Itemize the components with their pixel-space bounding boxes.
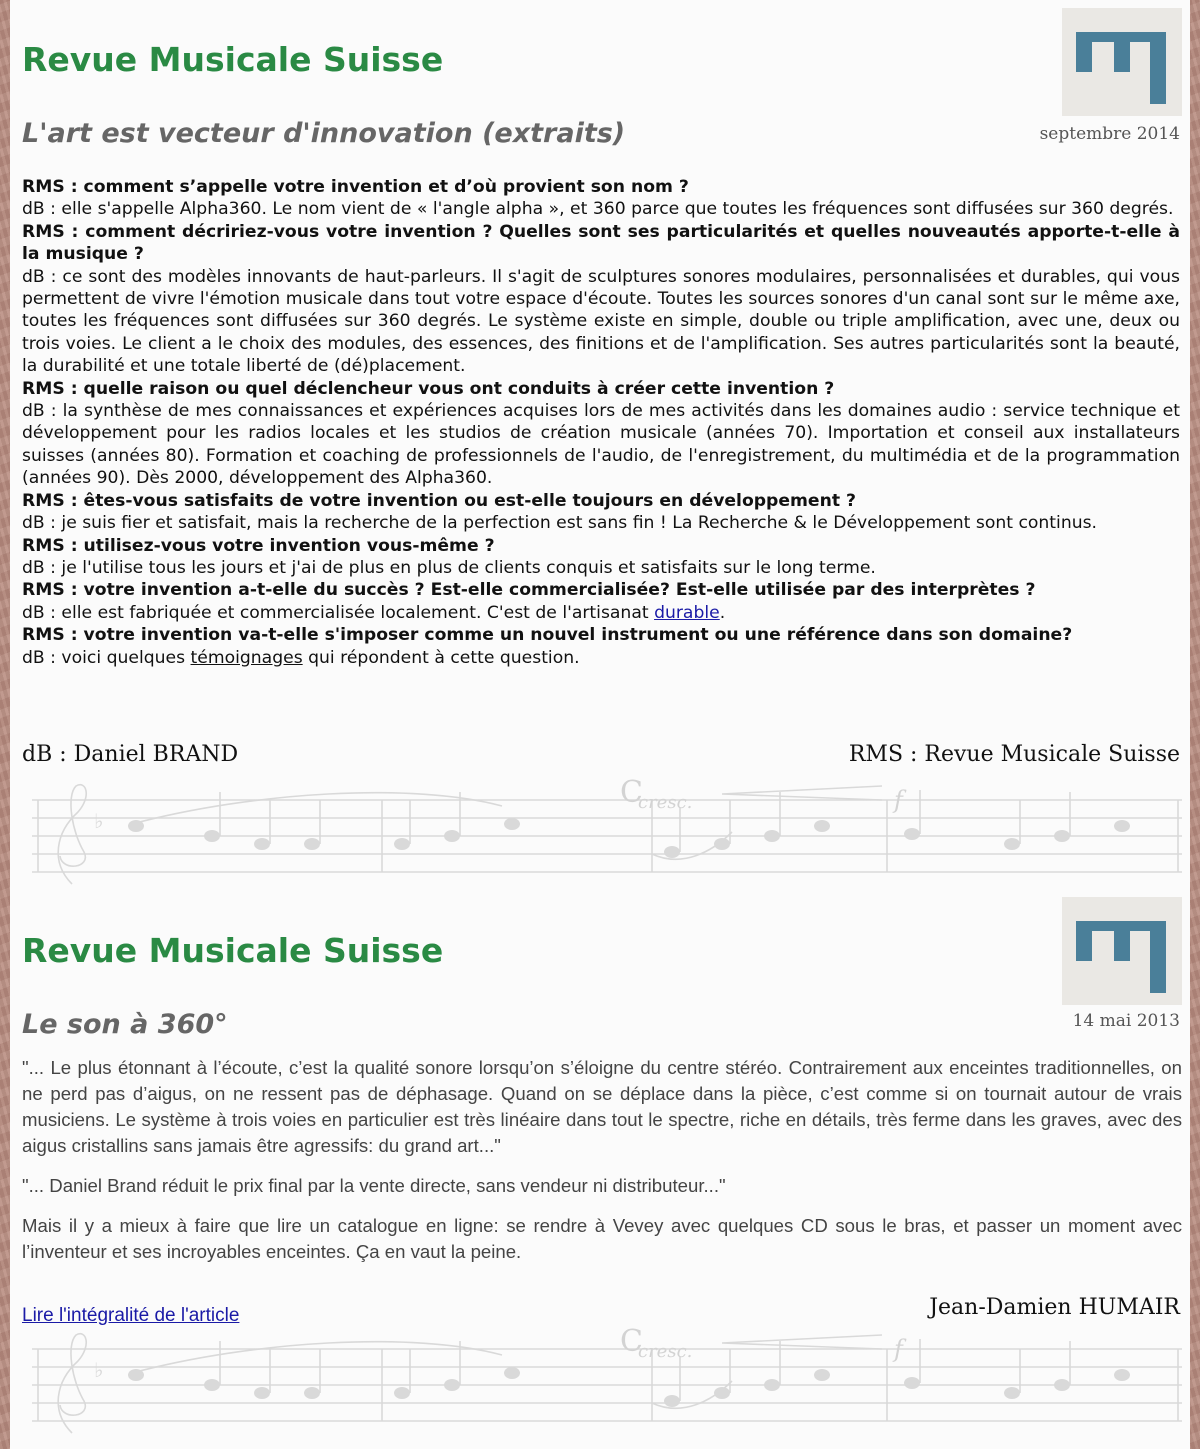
read-full-article-link[interactable]: Lire l'intégralité de l'article — [22, 1305, 240, 1326]
answer-text: qui répondent à cette question. — [302, 647, 580, 668]
interview-question: RMS : quelle raison ou quel déclencheur vous ont conduits à créer cette invention ? — [22, 378, 835, 399]
crescendo-marking: cresc. — [638, 792, 693, 813]
crescendo-marking: cresc. — [638, 1341, 693, 1362]
answer-text: dB : elle est fabriquée et commercialisée localement. C'est de l'artisanat — [22, 602, 655, 623]
svg-text:♭: ♭ — [94, 809, 104, 833]
answer-text: dB : voici quelques — [22, 647, 191, 668]
article-date: 14 mai 2013 — [1072, 1011, 1180, 1031]
review-body — [22, 1055, 1182, 1265]
music-score-icon — [32, 1321, 1182, 1446]
page-content — [10, 0, 1190, 1449]
svg-text:C: C — [620, 775, 643, 810]
interview-question: RMS : comment s’appelle votre invention et d’où provient son nom ? — [22, 177, 689, 197]
article-date: septembre 2014 — [1039, 124, 1180, 144]
review-author: Jean-Damien HUMAIR — [929, 1295, 1180, 1320]
rms-logo-icon — [1062, 8, 1182, 116]
interview-answer: dB : ce sont des modèles innovants de haut-parleurs. Il s'agit de sculptures sonores modulaires, personnalisées et durables, qui vous permettent de vivre l'émotion musicale dans tout votre espace d'écoute. Toutes les sources sonores d'un canal sont sur le même axe, toutes les fréquences sont diffusées sur 360 degrés. Le système existe en simple, double ou triple amplification, avec une, deux ou trois voies. Le client a le choix des modules, des essences, des finitions et de l'amplification. Ses autres particularités sont la beauté, la durabilité et une totale liberté de (dé)placement. — [22, 266, 1180, 377]
article-title: L'art est vecteur d'innovation (extraits) — [22, 118, 626, 149]
rms-logo — [1062, 897, 1182, 1005]
interview-question: RMS : comment décririez-vous votre invention ? Quelles sont ses particularités et quelles nouveautés apporte-t-elle à la musique ? — [22, 221, 1180, 265]
interview-question: RMS : votre invention va-t-elle s'imposer comme un nouvel instrument ou une référence dans son domaine? — [22, 625, 1073, 646]
durable-link[interactable]: durable — [654, 602, 720, 623]
interview-answer: dB : je l'utilise tous les jours et j'ai de plus en plus de clients conquis et satisfaits sur le long terme. — [22, 557, 876, 578]
testimonials-link[interactable]: témoignages — [190, 647, 303, 668]
interview-question: RMS : votre invention a-t-elle du succès ? Est-elle commercialisée? Est-elle utilisée par des interprètes ? — [22, 580, 1036, 601]
music-score-icon — [32, 772, 1182, 897]
article-title: Le son à 360° — [22, 1009, 228, 1040]
article-interview — [10, 0, 1190, 895]
interview-answer: dB : la synthèse de mes connaissances et expériences acquises lors de mes activités dans les domaines audio : service technique et développement pour les radios locales et les studios de création musicale (années 70). Importation et conseil aux installateurs suisses (années 80). Formation et coaching de professionnels de l'audio, de l'enregistrement, du multimédia et de la programmation (années 90). Dès 2000, développement des Alpha360. — [22, 401, 1180, 489]
site-title: Revue Musicale Suisse — [22, 931, 444, 970]
interview-question: RMS : êtes-vous satisfaits de votre invention ou est-elle toujours en développement ? — [22, 490, 856, 511]
credit-publication: RMS : Revue Musicale Suisse — [848, 742, 1180, 767]
credit-interviewee: dB : Daniel BRAND — [22, 742, 239, 767]
interview-answer — [22, 602, 1180, 624]
review-paragraph: Mais il y a mieux à faire que lire un catalogue en ligne: se rendre à Vevey avec quelques CD sous le bras, et passer un moment avec l’inventeur et ses incroyables enceintes. Ça en vaut la peine. — [22, 1215, 1182, 1262]
interview-question: RMS : utilisez-vous votre invention vous-même ? — [22, 535, 495, 556]
site-title: Revue Musicale Suisse — [22, 40, 444, 79]
interview-answer — [22, 647, 1180, 669]
review-paragraph: "... Le plus étonnant à l’écoute, c’est la qualité sonore lorsqu’on s’éloigne du centre stéréo. Contrairement aux enceintes traditionnelles, on ne perd pas d’aigus, on ne ressent pas de déphasage. Quand on se déplace dans la pièce, c’est comme si on tournait autour de vrais musiciens. Le système à trois voies en particulier est très linéaire dans tout le spectre, riche en détails, très ferme dans les graves, avec des aigus cristallins sans jamais être agressifs: du grand art..." — [22, 1057, 1182, 1156]
forte-marking: f — [894, 786, 903, 814]
forte-marking: f — [894, 1335, 903, 1363]
interview-answer: dB : elle s'appelle Alpha360. Le nom vient de « l'angle alpha », et 360 parce que toutes les fréquences sont diffusées sur 360 degrés. — [22, 199, 1174, 220]
review-paragraph: "... Daniel Brand réduit le prix final par la vente directe, sans vendeur ni distributeur..." — [22, 1175, 726, 1196]
article-review — [10, 895, 1190, 1449]
svg-text:♭: ♭ — [94, 1358, 104, 1382]
interview-answer: dB : je suis fier et satisfait, mais la recherche de la perfection est sans fin ! La Recherche & le Développement sont continus. — [22, 513, 1098, 534]
rms-logo-icon — [1062, 897, 1182, 1005]
svg-text:C: C — [620, 1324, 643, 1359]
rms-logo — [1062, 8, 1182, 116]
interview-body — [22, 176, 1180, 669]
answer-text: . — [719, 602, 726, 623]
